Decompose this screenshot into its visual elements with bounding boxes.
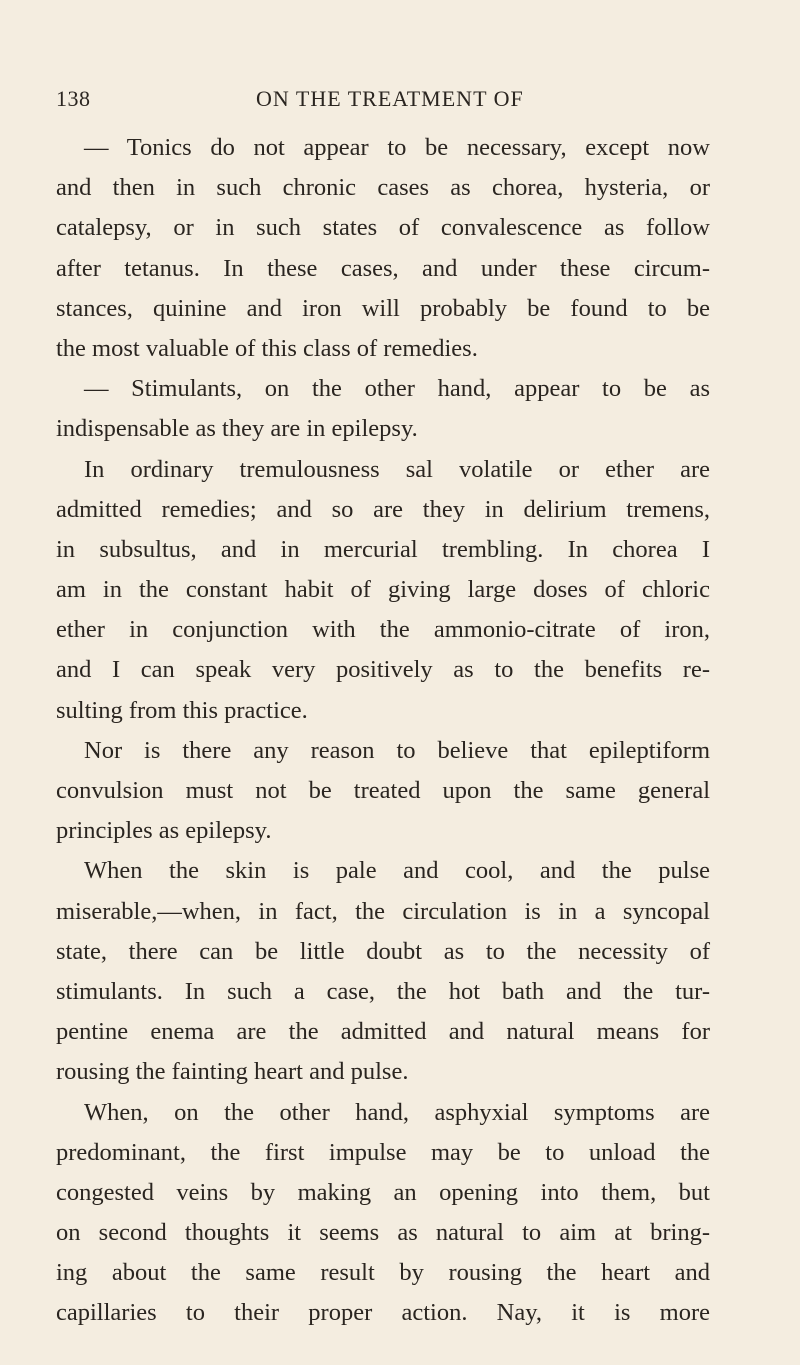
text-line: on second thoughts it seems as natural to aim at bring- bbox=[56, 1219, 710, 1247]
text-line: principles as epilepsy. bbox=[56, 817, 272, 845]
text-line: state, there can be little doubt as to the necessity of bbox=[56, 937, 710, 965]
text-line: congested veins by making an opening into them, but bbox=[56, 1178, 710, 1206]
text-line: and I can speak very positively as to the benefits re- bbox=[56, 656, 710, 684]
text-line: When the skin is pale and cool, and the pulse bbox=[84, 857, 710, 885]
text-line: When, on the other hand, asphyxial symptoms are bbox=[84, 1098, 710, 1126]
text-line: stimulants. In such a case, the hot bath and the tur- bbox=[56, 977, 710, 1005]
text-line: Nor is there any reason to believe that epileptiform bbox=[84, 736, 710, 764]
text-line: and then in such chronic cases as chorea, hysteria, or bbox=[56, 174, 710, 202]
text-line: In ordinary tremulousness sal volatile or ether are bbox=[84, 455, 710, 483]
text-line: after tetanus. In these cases, and under these circum- bbox=[56, 254, 710, 282]
text-line: pentine enema are the admitted and natural means for bbox=[56, 1018, 710, 1046]
running-head bbox=[56, 86, 710, 116]
text-line: stances, quinine and iron will probably be found to be bbox=[56, 294, 710, 322]
text-line: am in the constant habit of giving large doses of chloric bbox=[56, 576, 710, 604]
text-line: indispensable as they are in epilepsy. bbox=[56, 415, 418, 443]
text-line: miserable,—when, in fact, the circulation is in a syncopal bbox=[56, 897, 710, 925]
text-line: sulting from this practice. bbox=[56, 696, 308, 724]
text-line: capillaries to their proper action. Nay, it is more bbox=[56, 1299, 710, 1327]
text-line: admitted remedies; and so are they in delirium tremens, bbox=[56, 495, 710, 523]
text-line: ing about the same result by rousing the heart and bbox=[56, 1259, 710, 1287]
text-line: ether in conjunction with the ammonio-citrate of iron, bbox=[56, 616, 710, 644]
text-line: the most valuable of this class of remedies. bbox=[56, 334, 478, 362]
body-text bbox=[56, 128, 710, 1334]
text-line: rousing the fainting heart and pulse. bbox=[56, 1058, 409, 1086]
text-line: catalepsy, or in such states of convalescence as follow bbox=[56, 214, 710, 242]
text-line: — Tonics do not appear to be necessary, except now bbox=[84, 134, 710, 161]
page-number: 138 bbox=[56, 86, 91, 111]
text-line: predominant, the first impulse may be to unload the bbox=[56, 1138, 710, 1166]
text-line: — Stimulants, on the other hand, appear to be as bbox=[84, 375, 710, 403]
text-line: in subsultus, and in mercurial trembling. In chorea I bbox=[56, 535, 710, 563]
running-title: ON THE TREATMENT OF bbox=[256, 86, 524, 111]
text-line: convulsion must not be treated upon the same general bbox=[56, 777, 710, 804]
